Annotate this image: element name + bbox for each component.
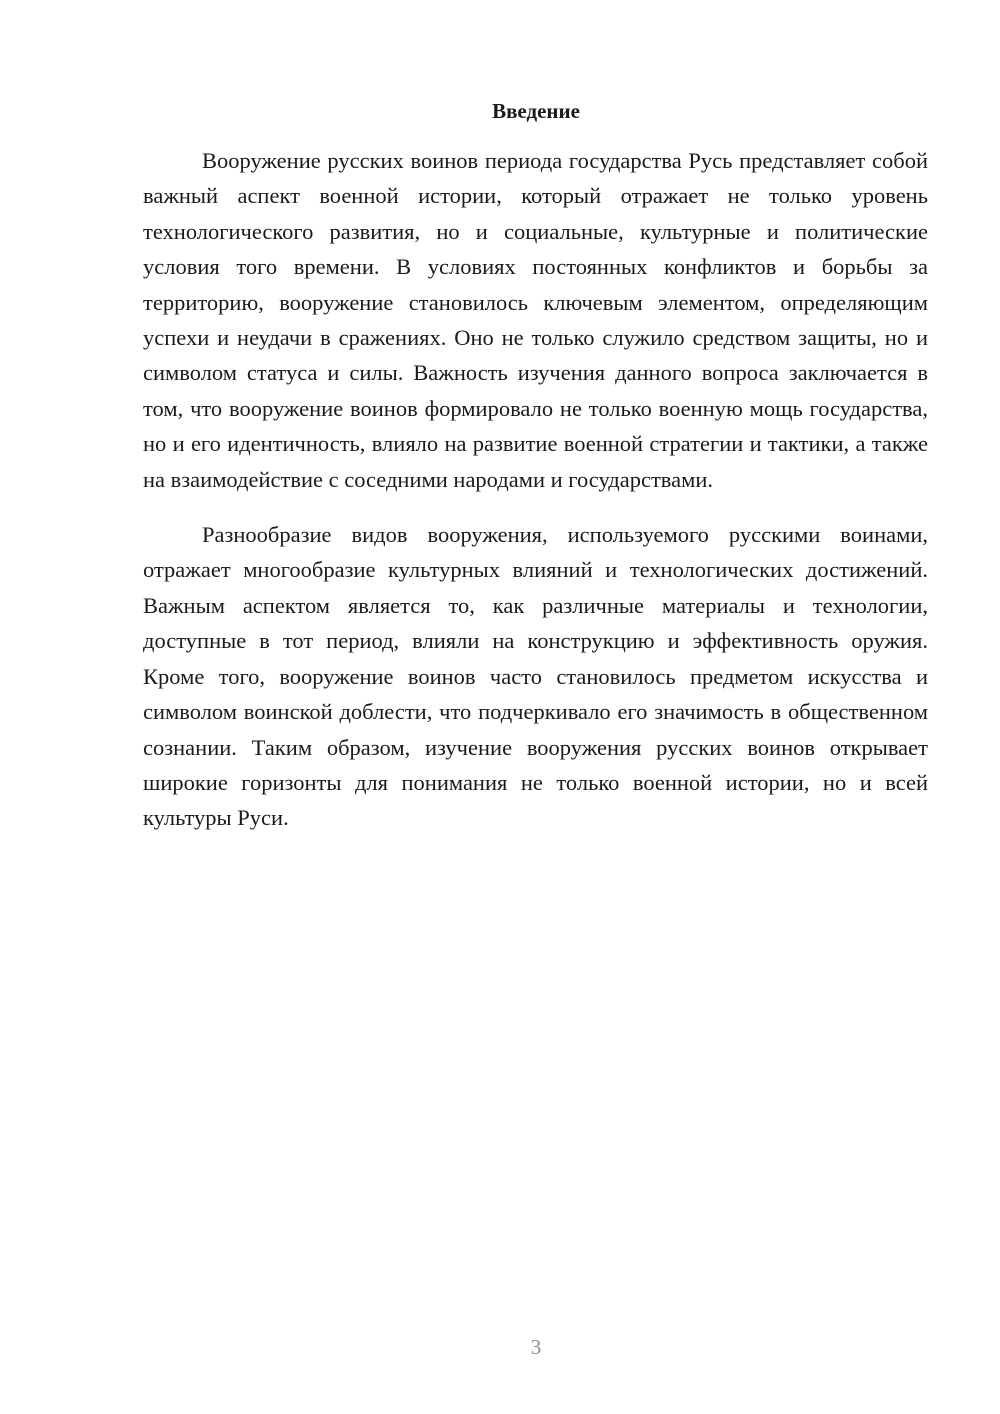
section-title: Введение <box>492 99 580 123</box>
body-text <box>143 143 928 836</box>
page-number: 3 <box>530 1335 542 1359</box>
paragraph-2: Разнообразие видов вооружения, используемого русскими воинами, отражает многообразие культурных влияний и технологических достижений. Важным аспектом является то, как различные материалы и технологии, доступные в тот период, влияли на конструкцию и эффективность оружия. Кроме того, вооружение воинов часто становилось предметом искусства и символом воинской доблести, что подчеркивало его значимость в общественном сознании. Таким образом, изучение вооружения русских воинов открывает широкие горизонты для понимания не только военной истории, но и всей культуры Руси. <box>143 522 928 831</box>
paragraph-1: Вооружение русских воинов периода государства Русь представляет собой важный аспект военной истории, который отражает не только уровень технологического развития, но и социальные, культурные и политические условия того времени. В условиях постоянных конфликтов и борьбы за территорию, вооружение становилось ключевым элементом, определяющим успехи и неудачи в сражениях. Оно не только служило средством защиты, но и символом статуса и силы. Важность изучения данного вопроса заключается в том, что вооружение воинов формировало не только военную мощь государства, но и его идентичность, влияло на развитие военной стратегии и тактики, а также на взаимодействие с соседними народами и государствами. <box>143 148 928 492</box>
